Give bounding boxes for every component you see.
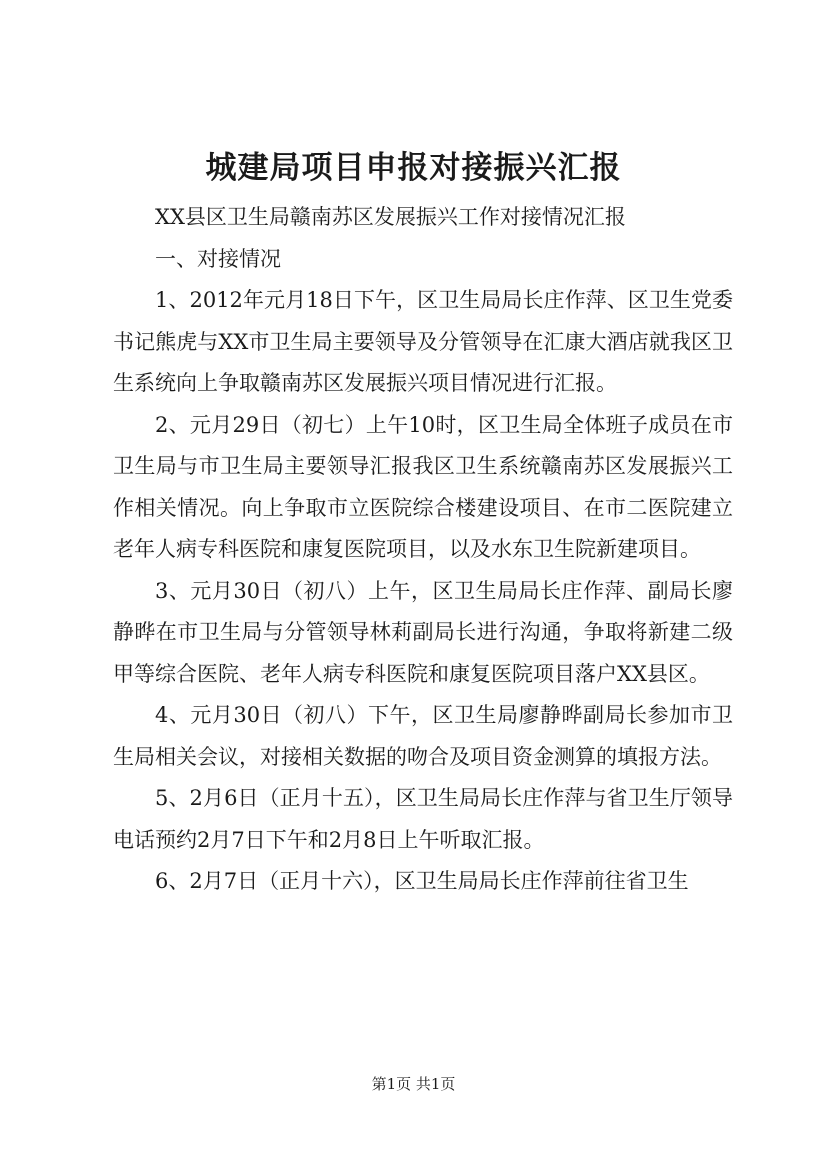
- paragraph: 3、元月30日（初八）上午，区卫生局局长庄作萍、副局长廖静晔在市卫生局与分管领导林莉副局长进行沟通，争取将新建二级甲等综合医院、老年人病专科医院和康复医院项目落户XX县区。: [113, 578, 733, 686]
- document-title: 城建局项目申报对接振兴汇报: [205, 150, 622, 186]
- paragraph: 2、元月29日（初七）上午10时，区卫生局全体班子成员在市卫生局与市卫生局主要领导汇报我区卫生系统赣南苏区发展振兴工作相关情况。向上争取市立医院综合楼建设项目、在市二医院建立老年人病专科医院和康复医院项目，以及水东卫生院新建项目。: [113, 412, 733, 561]
- paragraph: 6、2月7日（正月十六），区卫生局局长庄作萍前往省卫生: [155, 869, 689, 893]
- document-body: [113, 197, 733, 903]
- paragraph: 1、2012年元月18日下午，区卫生局局长庄作萍、区卫生党委书记熊虎与XX市卫生局主要领导及分管领导在汇康大酒店就我区卫生系统向上争取赣南苏区发展振兴项目情况进行汇报。: [113, 288, 733, 395]
- page-footer: 第1页 共1页: [371, 1075, 456, 1093]
- report-subtitle: XX县区卫生局赣南苏区发展振兴工作对接情况汇报: [155, 205, 626, 229]
- paragraph: 4、元月30日（初八）下午，区卫生局廖静晔副局长参加市卫生局相关会议，对接相关数据的吻合及项目资金测算的填报方法。: [113, 703, 733, 769]
- section-heading: 一、对接情况: [155, 246, 281, 271]
- paragraph: 5、2月6日（正月十五），区卫生局局长庄作萍与省卫生厅领导电话预约2月7日下午和2月8日上午听取汇报。: [113, 786, 733, 852]
